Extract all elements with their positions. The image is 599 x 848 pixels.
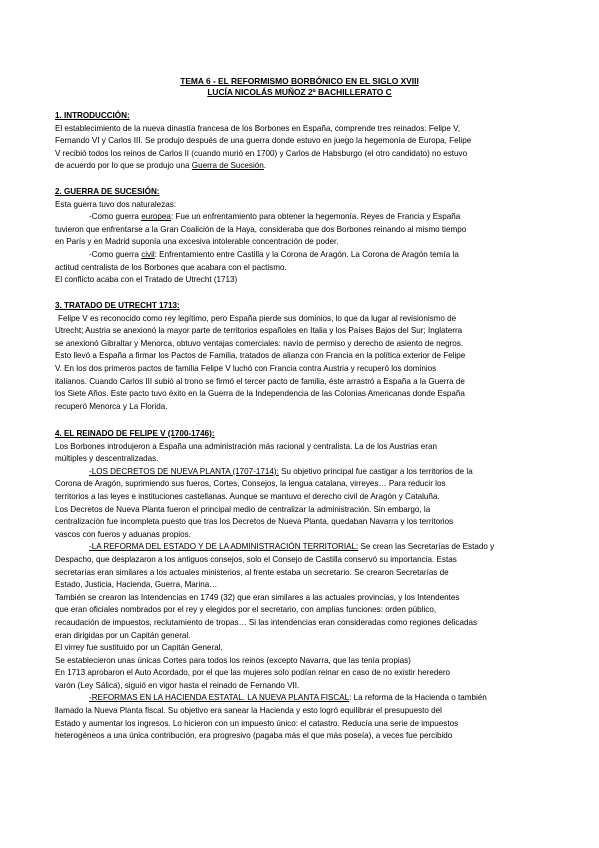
guerra-sucesion-text: Guerra de Sucesión [191,161,264,171]
paragraph-line: El conflicto acaba con el Tratado de Utrecht (1713) [55,275,238,285]
paragraph-line: -Como guerra civil: Enfrentamiento entre Castilla y la Corona de Aragón. La Corona de Aragón temía la [89,249,459,259]
paragraph-line: heterogéneos a una única contribución, era progresivo (pagaba más el que más poseía), a veces fue percibido [55,731,453,741]
paragraph-line: V. En los dos primeros pactos de familia Felipe V luchó con Francia contra Austria y recuperó los dominios [55,363,437,373]
paragraph-line: centralización fue incompleta puesto que tras los Decretos de Nueva Planta, quedaban Navarra y los territorios [55,517,454,527]
paragraph-line: actitud centralista de los Borbones que acabara con el pactismo. [55,262,287,272]
paragraph-line: V recibió todos los reinos de Carlos II (cuando murió en 1700) y Carlos de Habsburgo (el otro candidato) no estuvo [55,148,468,158]
paragraph-line: tuvieron que enfrentarse a la Gran Coalición de la Haya, consideraba que dos Borbones reinando al mismo tiempo [55,224,467,234]
paragraph-line: Corona de Aragón, suprimiendo sus fueros, Cortes, Consejos, la lengua catalana, virreyes… Para reducir los [55,479,446,489]
paragraph-line: Felipe V es reconocido como rey legítimo, pero España pierde sus dominios, lo que da lugar al revisionismo de [58,313,457,323]
paragraph-line: -LA REFORMA DEL ESTADO Y DE LA ADMINISTRACIÓN TERRITORIAL: Se crean las Secretarías de Estado y [89,542,495,552]
paragraph-line: territorios a las leyes e instituciones castellanas. Aunque se mantuvo el derecho civil de Aragón y Cataluña. [55,491,440,501]
paragraph-line: También se crearon las Intendencias en 1749 (32) que eran similares a las actuales provincias, y los Intendentes [55,592,460,602]
paragraph-line: En 1713 aprobaron el Auto Acordado, por el que las mujeres solo podían reinar en caso de no existir heredero [55,668,451,678]
paragraph-line: -LOS DECRETOS DE NUEVA PLANTA (1707-1714): Su objetivo principal fue castigar a los territorios de la [89,466,473,476]
subsection-heading: -LA REFORMA DEL ESTADO Y DE LA ADMINISTRACIÓN TERRITORIAL: [89,542,359,552]
paragraph-line: eran dirigidas por un Capitán general. [55,630,191,640]
paragraph-line: recaudación de impuestos, reclutamiento de tropas… Si las intendencias eran consideradas como regiones delicadas [55,617,478,627]
paragraph-line: de acuerdo por lo que se produjo una Guerra de Sucesión. [55,161,267,171]
section-tratado-utrecht [55,300,535,413]
paragraph-line: recuperó Menorca y La Florida. [55,401,168,411]
paragraph-line: El establecimiento de la nueva dinastía francesa de los Borbones en España, comprende tres reinados: Felipe V, [55,123,461,133]
paragraph-line: vascos con fueros y aduanas propios. [55,529,191,539]
section-reinado-felipe-v [55,428,535,743]
paragraph-line: Despacho, que desplazaron a los antiguos consejos, solo el Consejo de Castilla conservó su importancia. Estas [55,554,457,564]
paragraph-line: -Como guerra europea: Fue un enfrentamiento para obtener la hegemonía. Reyes de Francia y España [89,212,461,222]
document-author: LUCÍA NICOLÁS MUÑOZ 2º BACHILLERATO C [207,87,392,97]
section-heading: 1. INTRODUCCIÓN: [55,111,130,120]
paragraph-line: Se establecieron unas únicas Cortes para todos los reinos (excepto Navarra, que las tenía propias) [55,655,411,665]
section-heading: 4. EL REINADO DE FELIPE V (1700-1746): [55,429,215,438]
subsection-heading: -LOS DECRETOS DE NUEVA PLANTA (1707-1714): [89,466,279,476]
paragraph-line: se anexionó Gibraltar y Menorca, obtuvo ventajas comerciales: navío de permiso y derecho de asiento de negros. [55,338,464,348]
paragraph-line: que eran oficiales nombrados por el rey y elegidos por el secretario, con amplias funciones: orden público, [55,605,437,615]
paragraph-line: Estado, Justicia, Hacienda, Guerra, Marina… [55,580,218,590]
document-title: TEMA 6 - EL REFORMISMO BORBÓNICO EN EL SIGLO XVIII [180,76,419,86]
paragraph-line: Fernando VI y Carlos III. Se produjo después de una guerra donde estuvo en juego la hegemonía de Europa, Felipe [55,136,472,146]
section-introduccion [55,110,535,173]
paragraph-line: en París y en Madrid suponía una excesiva intolerable concentración de poder. [55,237,339,247]
paragraph-line: múltiples y descentralizadas. [55,454,159,464]
paragraph-line: El virrey fue sustituido por un Capitán General. [55,643,223,653]
paragraph-line: italianos. Cuando Carlos III subió al trono se firmó el tercer pacto de familia, éste arrastró a España a la Guerra de [55,376,465,386]
paragraph-line: varón (Ley Sálica), siguió en vigor hasta el reinado de Fernando VII. [55,680,300,690]
section-heading: 3. TRATADO DE UTRECHT 1713: [55,301,180,310]
paragraph-line: Esta guerra tuvo dos naturalezas: [55,199,177,209]
paragraph-line: Los Borbones introdujeron a España una administración más racional y centralista. La de los Austrias eran [55,441,437,451]
paragraph-line: secretarías eran similares a los actuales ministerios, al frente estaba un secretario. Se crearon Secretarías de [55,567,449,577]
paragraph-line: Los Decretos de Nueva Planta fueron el principal medio de centralizar la administración. Sin embargo, la [55,504,431,514]
paragraph-line: Utrecht; Austria se anexionó la mayor parte de territorios españoles en Italia y los Países Bajos del Sur; Inglaterra [55,326,463,336]
section-heading: 2. GUERRA DE SUCESIÓN: [55,187,160,196]
paragraph-line: llamado la Nueva Planta fiscal. Su objetivo era sanear la Hacienda y esto logró equilibrar el presupuesto del [55,706,442,716]
subsection-heading: -REFORMAS EN LA HACIENDA ESTATAL. LA NUEVA PLANTA FISCAL [89,693,350,703]
paragraph-line: -REFORMAS EN LA HACIENDA ESTATAL. LA NUEVA PLANTA FISCAL: La reforma de la Hacienda o también [89,693,487,703]
paragraph-line: Estado y aumentar los ingresos. Lo hicieron con un impuesto único: el catastro. Reducía una serie de impuestos [55,718,459,728]
section-guerra-sucesion [55,186,535,287]
paragraph-line: Esto llevó a España a firmar los Pactos de Familia, tratados de alianza con Francia en la política exterior de Felipe [55,351,466,361]
paragraph-line: los Siete Años. Este pacto tuvo éxito en la Guerra de la Independencia de las Colonias Americanas donde España [55,389,465,399]
